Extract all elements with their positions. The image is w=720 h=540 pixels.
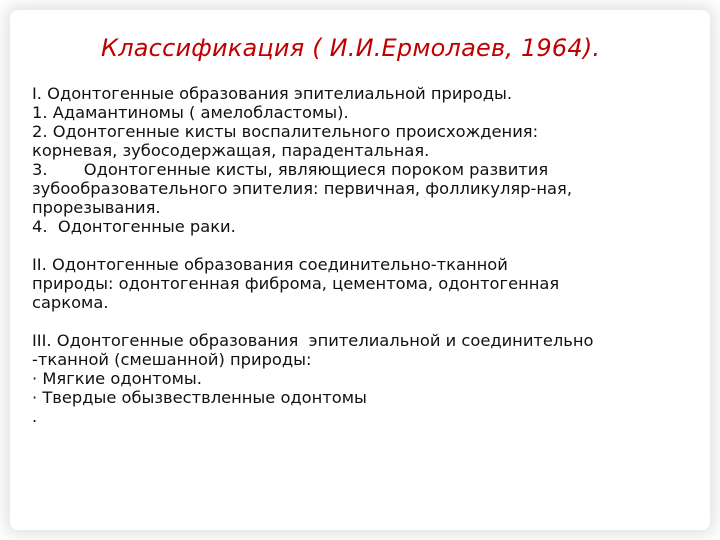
text-line: 3. Одонтогенные кисты, являющиеся пороком развития [32, 160, 549, 179]
slide-body [32, 84, 702, 426]
section-mixed [32, 331, 702, 426]
text-line: 4. Одонтогенные раки. [32, 217, 236, 236]
text-line: II. Одонтогенные образования соединительно-тканной [32, 255, 508, 274]
text-line: 2. Одонтогенные кисты воспалительного происхождения: [32, 122, 539, 141]
section-spacer [32, 236, 702, 255]
text-line: прорезывания. [32, 198, 161, 217]
text-line: 1. Адамантиномы ( амелобластомы). [32, 103, 349, 122]
text-line: природы: одонтогенная фиброма, цементома, одонтогенная [32, 274, 560, 293]
text-line: зубообразовательного эпителия: первичная, фолликуляр-ная, [32, 179, 573, 198]
text-line: саркома. [32, 293, 109, 312]
section-epithelial [32, 84, 702, 236]
list-item: · Мягкие одонтомы. [32, 369, 202, 388]
slide-title: Классификация ( И.И.Ермолаев, 1964). [101, 34, 601, 62]
text-line: . [32, 407, 38, 426]
section-connective [32, 255, 702, 312]
text-line: корневая, зубосодержащая, парадентальная. [32, 141, 430, 160]
list-item: · Твердые обызвествленные одонтомы [32, 388, 367, 407]
text-line: -тканной (смешанной) природы: [32, 350, 312, 369]
section-spacer [32, 312, 702, 331]
text-line: III. Одонтогенные образования эпителиальной и соединительно [32, 331, 594, 350]
text-line: I. Одонтогенные образования эпителиальной природы. [32, 84, 513, 103]
